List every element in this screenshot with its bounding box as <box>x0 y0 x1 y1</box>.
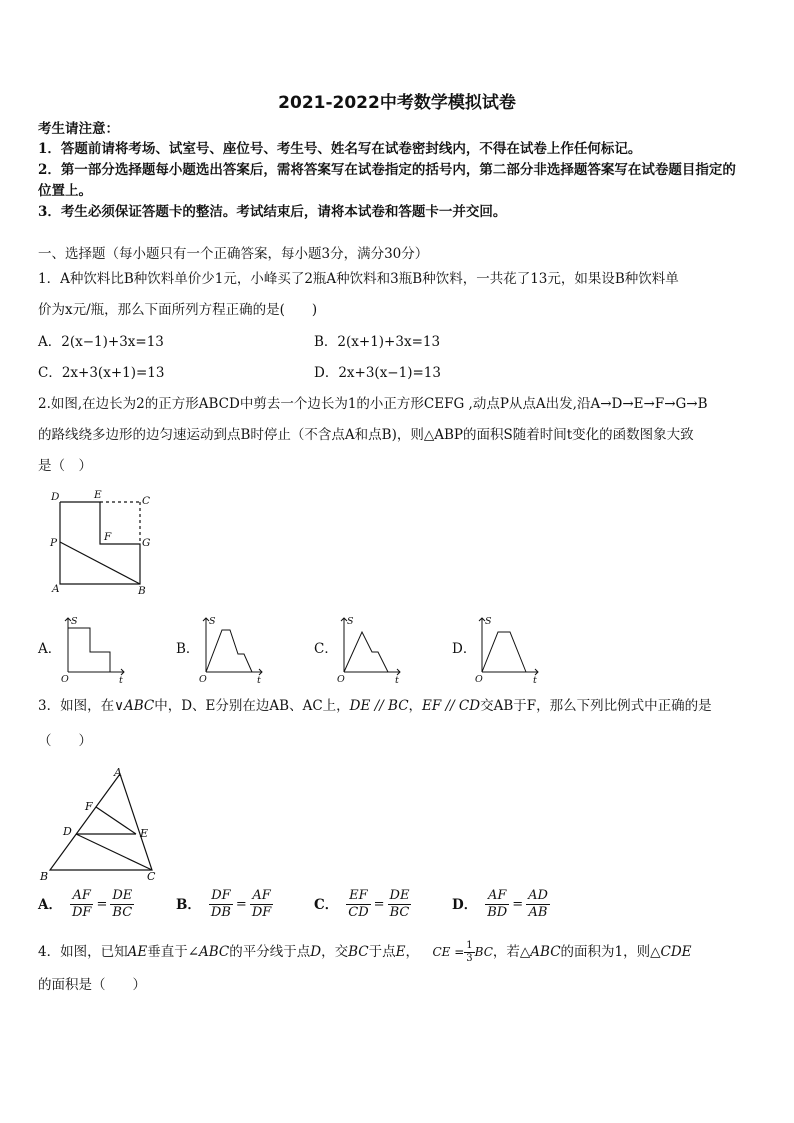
equals-sign: = <box>373 896 385 912</box>
q4-part: AE <box>127 944 148 960</box>
label-d: D <box>63 825 72 838</box>
numerator: EF <box>346 888 370 905</box>
q3-option-d <box>452 888 550 921</box>
q4-part: ABC <box>530 944 561 960</box>
notice-item: 2．第一部分选择题每小题选出答案后，需将答案写在试卷指定的括号内，第二部分非选择题答案写在试卷题目指定的 <box>38 162 736 178</box>
q4-part: D <box>310 944 322 960</box>
label-f: F <box>104 531 112 543</box>
q4-part: 的面积为1，则△ <box>560 944 661 960</box>
numerator: 1 <box>466 940 473 951</box>
q4-part: 于点 <box>368 944 396 960</box>
denominator: BC <box>389 905 410 920</box>
q2-option-d-label: D． <box>452 641 477 657</box>
numerator: DE <box>389 888 410 903</box>
option-label: D． <box>452 896 478 913</box>
q4-part: ， <box>405 944 419 960</box>
fraction <box>526 888 550 921</box>
q2-option-c-label: C． <box>314 641 338 657</box>
origin: O <box>475 674 483 684</box>
q3-text-part: ， <box>408 698 423 714</box>
label-e: E <box>94 489 102 501</box>
q2-figure <box>44 488 169 598</box>
notice-item: 3．考生必须保证答题卡的整洁。考试结束后，请将本试卷和答题卡一并交回。 <box>38 204 507 220</box>
label-d: D <box>51 491 60 503</box>
q4-text <box>38 937 692 967</box>
numerator: AD <box>528 888 548 903</box>
q4-part: 4．如图，已知 <box>38 944 128 960</box>
option-label: C． <box>314 896 339 913</box>
q4-part: BC <box>348 944 369 960</box>
q3-option-a <box>38 888 134 921</box>
q1-text: 价为x元/瓶，那么下面所列方程正确的是( ) <box>38 302 318 318</box>
q3-option-c <box>314 888 411 921</box>
axis-t: t <box>395 675 399 684</box>
q4-part: ∠ABC <box>187 944 230 960</box>
q3-text-part: 交AB于F，那么下列比例式中正确的是 <box>480 698 712 714</box>
axis-s: S <box>347 616 354 627</box>
label-a: A <box>52 583 60 595</box>
option-label: B． <box>176 896 201 913</box>
q4-part: 的平分线于点 <box>229 944 311 960</box>
denominator: BD <box>487 905 508 920</box>
axis-s: S <box>209 616 216 627</box>
q3-parallel-2: EF // CD <box>422 698 481 714</box>
numerator: AF <box>70 888 93 905</box>
q2-graph-d <box>474 612 544 684</box>
q1-option-d: D．2x+3(x−1)=13 <box>314 365 441 381</box>
q4-part: ，若△ <box>492 944 531 960</box>
origin: O <box>61 674 69 684</box>
label-b: B <box>40 870 49 883</box>
q2-option-b-label: B． <box>176 641 200 657</box>
notice-item: 位置上。 <box>38 183 92 199</box>
equals-sign: = <box>512 896 524 912</box>
fraction <box>250 888 273 921</box>
q3-parallel-1: DE // BC <box>349 698 409 714</box>
q3-text: （ ） <box>38 733 92 749</box>
denominator: DB <box>210 905 231 920</box>
label-c: C <box>142 495 151 507</box>
fraction <box>346 888 370 921</box>
equals-sign: = <box>235 896 247 912</box>
numerator: AF <box>485 888 509 905</box>
origin: O <box>199 674 207 684</box>
label-a: A <box>114 766 122 779</box>
q4-text: 的面积是（ ） <box>38 977 146 993</box>
q3-text <box>38 697 712 715</box>
q4-part: ，交 <box>321 944 349 960</box>
q3-option-b <box>176 888 273 921</box>
numerator: AF <box>250 888 273 905</box>
fraction <box>464 940 474 965</box>
denominator: DF <box>251 905 272 920</box>
notice-heading: 考生请注意： <box>38 121 119 137</box>
section-heading: 一、选择题（每小题只有一个正确答案，每小题3分，满分30分） <box>38 246 429 262</box>
q3-text-part: 3．如图，在 <box>38 698 115 714</box>
denominator: CD <box>348 905 369 920</box>
axis-t: t <box>119 675 123 684</box>
q4-part: CDE <box>660 944 692 960</box>
q1-text: 1．A种饮料比B种饮料单价少1元，小峰买了2瓶A种饮料和3瓶B种饮料，一共花了13元，如果设B种饮料单 <box>38 271 679 287</box>
fraction <box>209 888 233 921</box>
denominator: 3 <box>466 953 473 964</box>
axis-t: t <box>257 675 261 684</box>
denominator: AB <box>528 905 548 920</box>
q4-part: BC <box>474 945 493 959</box>
label-g: G <box>142 537 151 549</box>
label-e: E <box>140 827 149 840</box>
label-p: P <box>50 537 58 549</box>
axis-t: t <box>533 675 537 684</box>
axis-s: S <box>485 616 492 627</box>
equals-sign: = <box>96 896 108 912</box>
label-c: C <box>147 870 156 883</box>
fraction <box>70 888 93 921</box>
q3-figure <box>36 764 166 884</box>
fraction <box>388 888 412 921</box>
notice-item: 1．答题前请将考场、试室号、座位号、考生号、姓名写在试卷密封线内，不得在试卷上作任何标记。 <box>38 141 642 157</box>
fraction <box>110 888 134 921</box>
q2-graph-c <box>336 612 406 684</box>
q4-part: CE = <box>432 945 465 959</box>
q4-part: 垂直于 <box>147 944 188 960</box>
q2-graph-a <box>60 612 130 684</box>
origin: O <box>337 674 345 684</box>
axis-s: S <box>71 616 78 627</box>
numerator: DE <box>112 888 133 903</box>
q2-text: 2.如图,在边长为2的正方形ABCD中剪去一个边长为1的小正方形CEFG ,动点P从点A出发,沿A→D→E→F→G→B <box>38 396 708 412</box>
q3-triangle: ∨ABC <box>114 698 155 714</box>
q3-text-part: 中，D、E分别在边AB、AC上， <box>154 698 350 714</box>
denominator: DF <box>71 905 92 920</box>
q2-text: 是（ ） <box>38 458 92 474</box>
label-f: F <box>85 800 93 813</box>
q2-text: 的路线绕多边形的边匀速运动到点B时停止（不含点A和点B)，则△ABP的面积S随着时间t变化的函数图象大致 <box>38 427 694 443</box>
exam-title: 2021-2022中考数学模拟试卷 <box>278 93 516 113</box>
denominator: BC <box>112 905 133 920</box>
option-label: A． <box>38 896 62 913</box>
q2-graph-b <box>198 612 268 684</box>
q1-option-a: A．2(x−1)+3x=13 <box>38 334 164 350</box>
label-b: B <box>138 585 146 597</box>
q4-part: E <box>395 944 406 960</box>
numerator: DF <box>209 888 233 905</box>
fraction <box>485 888 509 921</box>
q1-option-c: C．2x+3(x+1)=13 <box>38 365 165 381</box>
q2-option-a-label: A． <box>38 641 62 657</box>
q1-option-b: B．2(x+1)+3x=13 <box>314 334 441 350</box>
